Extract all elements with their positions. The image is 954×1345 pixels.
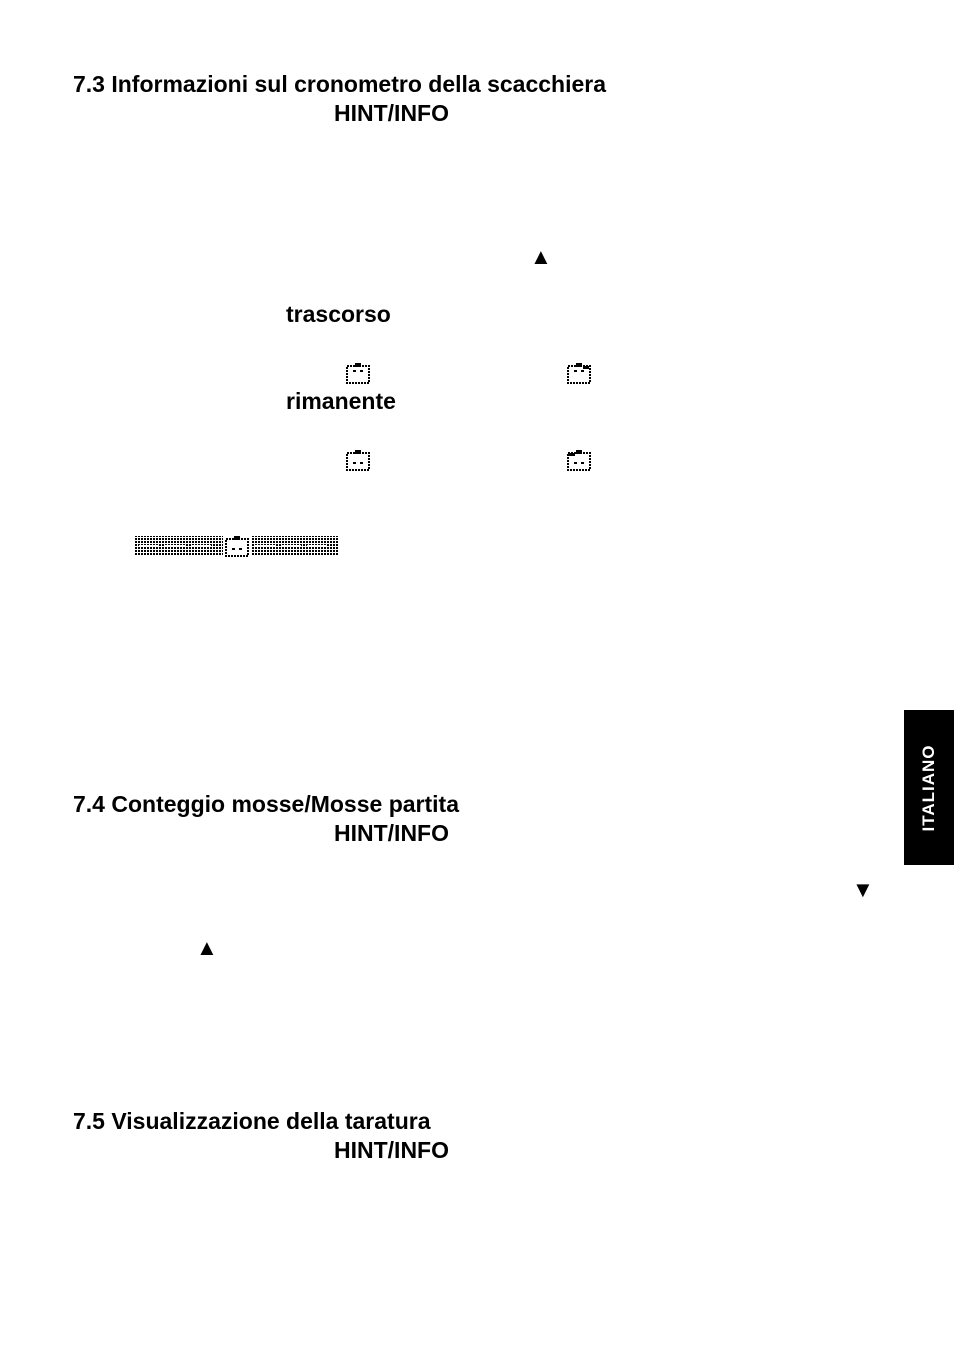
arrow-up-icon: ▲ [530, 244, 552, 269]
section-7-4-heading: 7.4 Conteggio mosse/Mosse partita [73, 791, 459, 817]
section-7-3-heading: 7.3 Informazioni sul cronometro della scacchiera [73, 71, 607, 97]
label-elapsed: trascorso [286, 301, 391, 327]
label-remaining: rimanente [286, 388, 396, 414]
language-side-tab-label: ITALIANO [919, 743, 938, 832]
language-side-tab [904, 710, 954, 865]
lcd-display-strip-icon [135, 535, 339, 557]
lcd-clock-black-remaining-icon [567, 449, 591, 471]
section-7-4-key-label: HINT/INFO [334, 820, 449, 846]
lcd-clock-black-elapsed-icon [567, 362, 591, 384]
section-7-3-key-label: HINT/INFO [334, 100, 449, 126]
arrow-up-icon: ▲ [196, 935, 218, 960]
section-7-5-key-label: HINT/INFO [334, 1137, 449, 1163]
lcd-clock-white-remaining-icon [346, 449, 370, 471]
lcd-clock-white-elapsed-icon [346, 362, 370, 384]
section-7-5-heading: 7.5 Visualizzazione della taratura [73, 1108, 431, 1134]
arrow-down-icon: ▼ [852, 877, 874, 902]
